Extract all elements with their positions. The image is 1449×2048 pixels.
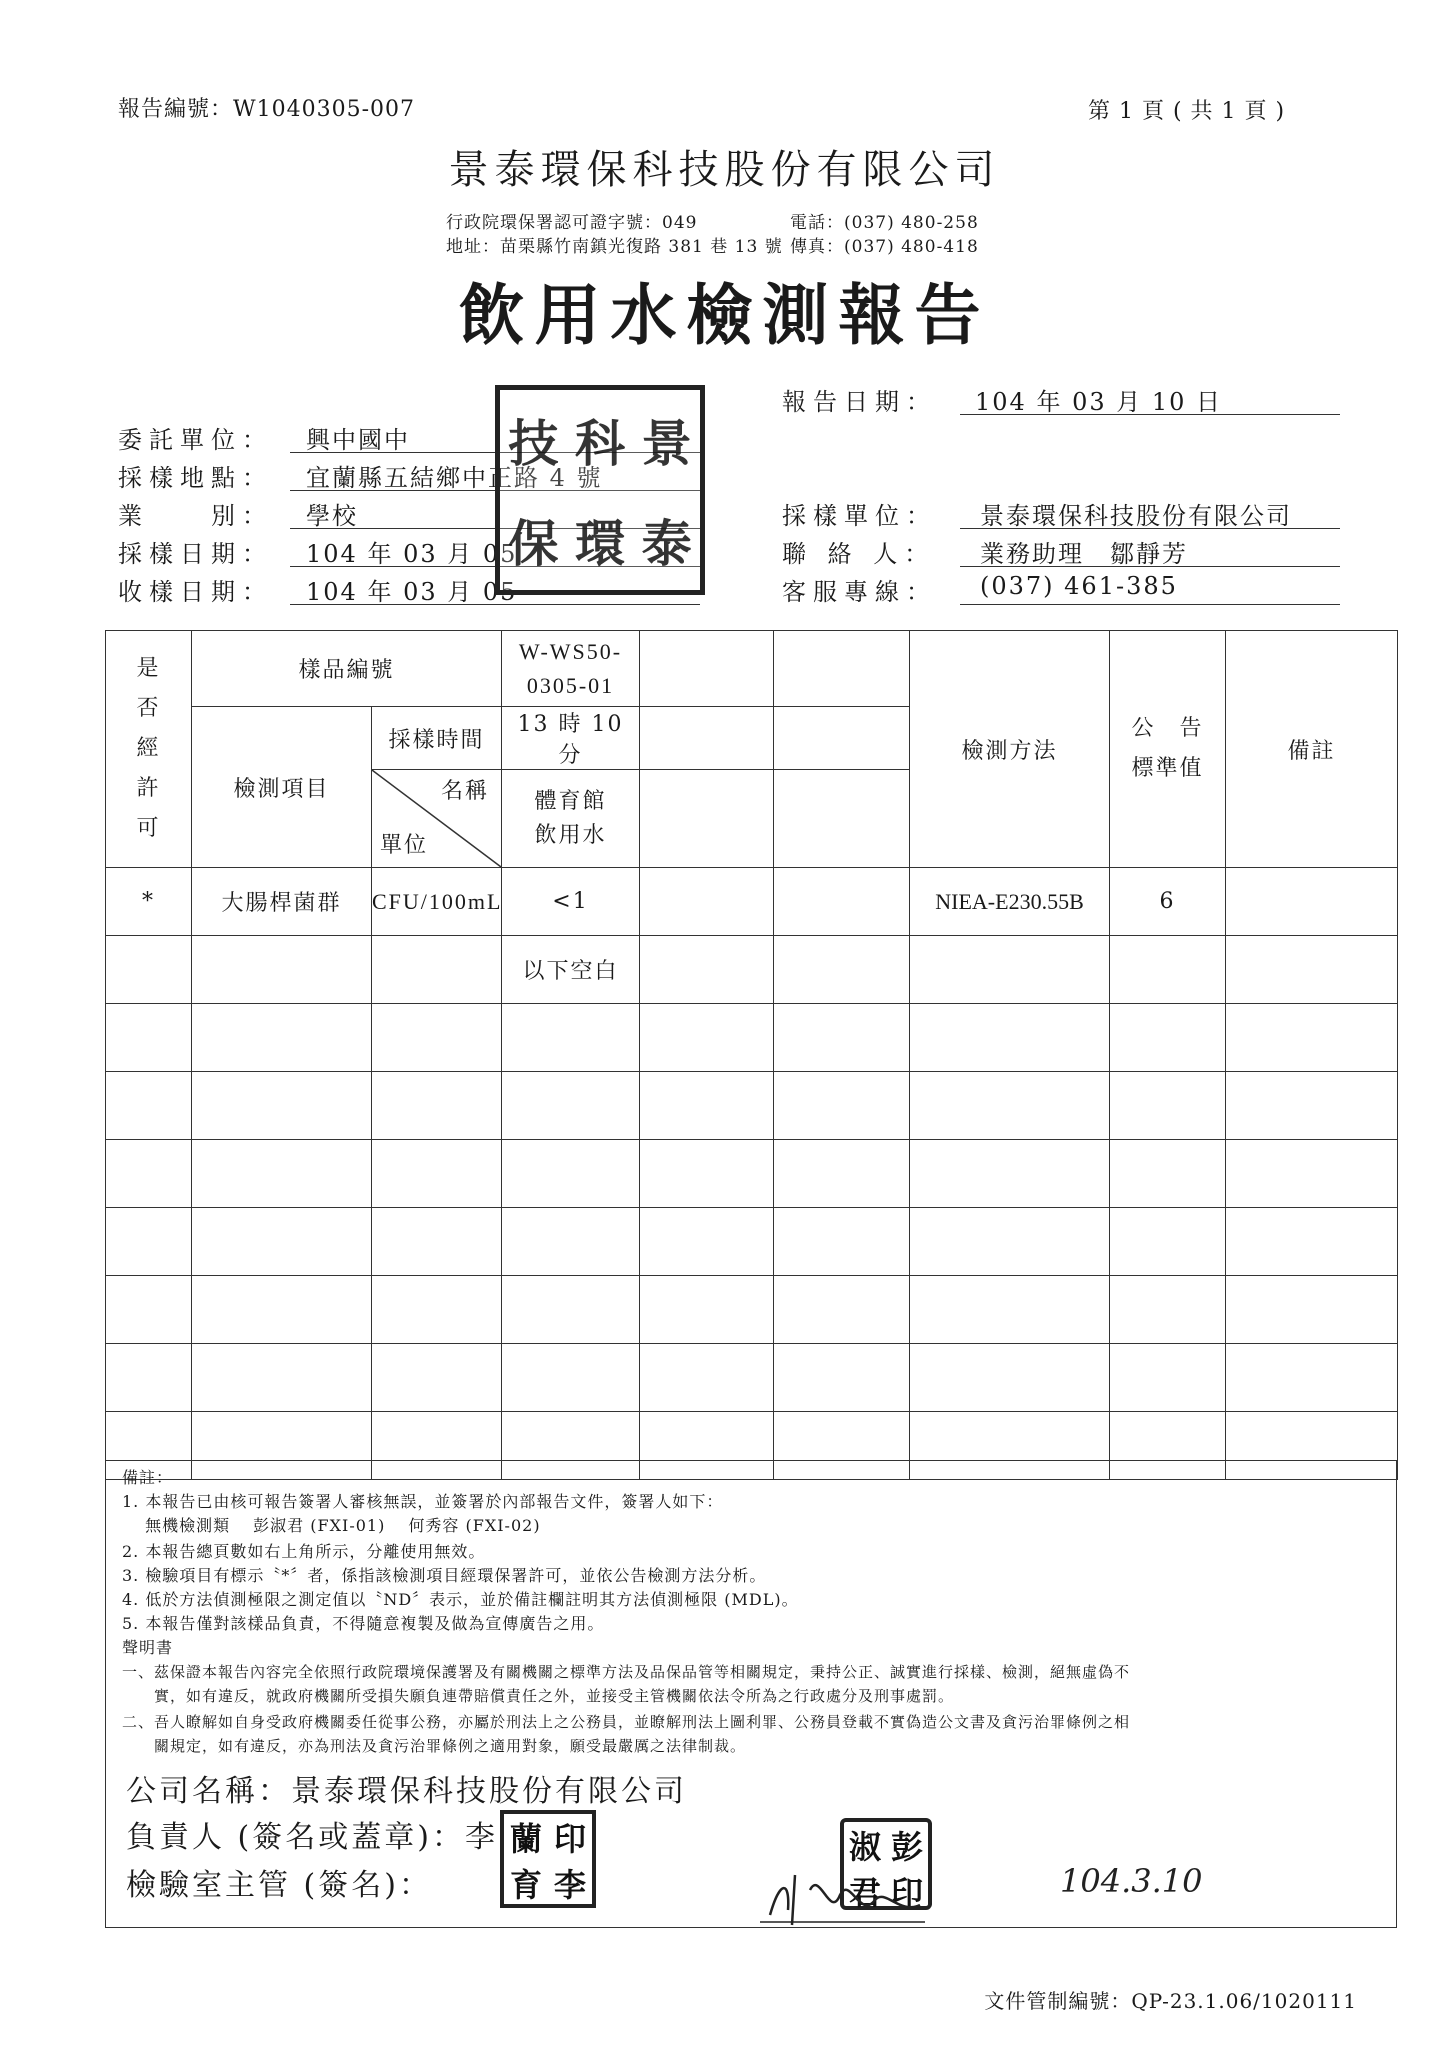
note-line: 5. 本報告僅對該樣品負責，不得隨意複製及做為宣傳廣告之用。	[122, 1614, 605, 1633]
sample-number-header: 樣品編號	[192, 631, 502, 707]
declaration-line: 二、吾人瞭解如自身受政府機關委任從事公務，亦屬於刑法上之公務員，並瞭解刑法上圖利罪、公務員登載不實偽造公文書及貪污治罪條例之相	[122, 1713, 1131, 1731]
report-number: 報告編號：W1040305-007	[118, 97, 416, 122]
handwritten-signature	[760, 1860, 930, 1930]
table-row	[106, 1208, 1398, 1276]
license-number: 行政院環保署認可證字號：049	[446, 213, 698, 233]
remark-header: 備註	[1226, 631, 1398, 868]
stamp-char: 泰	[641, 514, 692, 573]
stamp-char: 景	[641, 414, 692, 473]
page-info: 第 1 頁 ( 共 1 頁 )	[1088, 99, 1286, 124]
stamp-char: 蘭	[509, 1820, 542, 1858]
report-date-label: 報告日期：	[782, 388, 937, 416]
note-line: 無機檢測類 彭淑君 (FXI-01) 何秀容 (FXI-02)	[122, 1516, 541, 1535]
sampling-date-value: 104 年 03 月 05	[306, 540, 518, 568]
notes-heading: 備註：	[122, 1468, 174, 1487]
responsible-person-stamp	[500, 1810, 596, 1908]
note-line: 1. 本報告已由核可報告簽署人審核無誤，並簽署於內部報告文件，簽署人如下：	[122, 1492, 724, 1511]
item-name: 大腸桿菌群	[192, 868, 372, 936]
empty-cell	[774, 631, 910, 707]
signature-company: 公司名稱：景泰環保科技股份有限公司	[126, 1774, 687, 1809]
company-name-title: 景泰環保科技股份有限公司	[448, 147, 1001, 193]
table-row	[106, 1344, 1398, 1412]
stamp-char: 印	[890, 1874, 923, 1912]
empty-cell	[640, 770, 774, 868]
declaration-line: 一、茲保證本報告內容完全依照行政院環境保護署及有關機關之標準方法及品保品管等相關規定，秉持公正、誠實進行採樣、檢測，絕無虛偽不	[122, 1663, 1131, 1681]
client-label: 委託單位：	[118, 426, 273, 454]
company-fax: 傳真：(037) 480-418	[790, 237, 979, 257]
stamp-char: 環	[574, 514, 625, 573]
item-unit: CFU/100mL	[372, 868, 502, 936]
empty-cell	[774, 707, 910, 770]
stamp-char: 彭	[890, 1828, 923, 1866]
report-date-underline	[960, 414, 1340, 415]
company-phone: 電話：(037) 480-258	[790, 213, 979, 233]
report-date-value: 104 年 03 月 10 日	[975, 388, 1223, 416]
business-type-label: 業 別：	[118, 502, 273, 530]
stamp-char: 科	[574, 414, 625, 473]
stamp-char: 印	[553, 1820, 586, 1858]
stamp-char: 李	[553, 1866, 586, 1904]
stamp-char: 育	[509, 1866, 542, 1904]
company-seal-stamp	[495, 385, 705, 595]
hotline-label: 客服專線：	[782, 578, 937, 606]
unit-label: 單位	[380, 833, 429, 858]
declaration-heading: 聲明書	[122, 1638, 174, 1657]
stamp-char: 淑	[848, 1828, 881, 1866]
item-method: NIEA-E230.55B	[910, 868, 1110, 936]
site-value: 宜蘭縣五結鄉中正路 4 號	[306, 464, 603, 492]
note-line: 3. 檢驗項目有標示〝*〞者，係指該檢測項目經環保署許可，並依公告檢測方法分析。	[122, 1566, 767, 1585]
report-title: 飲用水檢測報告	[458, 276, 991, 354]
item-standard: 6	[1110, 868, 1226, 936]
table-row	[106, 1276, 1398, 1344]
permit-mark: *	[106, 868, 192, 936]
table-row	[106, 1140, 1398, 1208]
results-table	[105, 630, 1398, 1480]
hotline-value: (037) 461-385	[980, 572, 1178, 600]
sampling-date-label: 採樣日期：	[118, 540, 273, 568]
sampling-unit-label: 採樣單位：	[782, 502, 937, 530]
notes-box	[105, 1460, 1397, 1928]
stamp-char: 君	[848, 1874, 881, 1912]
sampling-unit-underline	[960, 528, 1340, 529]
document-control-number: 文件管制編號：QP-23.1.06/1020111	[984, 1989, 1357, 2013]
note-line: 2. 本報告總頁數如右上角所示，分離使用無效。	[122, 1542, 486, 1561]
table-row	[106, 868, 1398, 936]
permit-header: 是否經許可	[106, 631, 192, 868]
table-row	[106, 936, 1398, 1004]
handwritten-date: 104.3.10	[1060, 1862, 1203, 1900]
table-row	[106, 1072, 1398, 1140]
empty-cell	[774, 770, 910, 868]
empty-cell	[774, 868, 910, 936]
site-label: 採樣地點：	[118, 464, 273, 492]
empty-cell	[640, 707, 774, 770]
signature-lab-supervisor: 檢驗室主管 (簽名)：	[126, 1868, 432, 1903]
standard-header: 公 告標準值	[1110, 631, 1226, 868]
sample-number-value: W-WS50-0305-01	[502, 631, 640, 707]
signature-responsible: 負責人 (簽名或蓋章)：李	[126, 1820, 498, 1855]
item-remark	[1226, 868, 1398, 936]
sampling-unit-value: 景泰環保科技股份有限公司	[980, 502, 1292, 530]
contact-value: 業務助理 鄒靜芳	[980, 540, 1188, 568]
business-type-value: 學校	[306, 502, 358, 530]
name-label: 名稱	[441, 779, 490, 804]
stamp-char: 保	[508, 514, 559, 573]
hotline-underline	[960, 604, 1340, 605]
sample-name-value: 體育館飲用水	[502, 770, 640, 868]
sample-time-value: 13 時 10 分	[502, 707, 640, 770]
company-address: 地址：苗栗縣竹南鎮光復路 381 巷 13 號	[446, 237, 783, 257]
note-line: 4. 低於方法偵測極限之測定值以〝ND〞表示，並於備註欄註明其方法偵測極限 (MDL)。	[122, 1590, 799, 1609]
receive-date-value: 104 年 03 月 05	[306, 578, 518, 606]
empty-cell	[640, 868, 774, 936]
name-unit-diagonal-header	[372, 770, 502, 868]
declaration-line: 實，如有違反，就政府機關所受損失願負連帶賠償責任之外，並接受主管機關依法令所為之行政處分及刑事處罰。	[122, 1687, 955, 1705]
stamp-char: 技	[508, 414, 559, 473]
table-row	[106, 1004, 1398, 1072]
contact-underline	[960, 566, 1340, 567]
blank-marker: 以下空白	[502, 936, 640, 1004]
client-value: 興中國中	[306, 426, 410, 454]
sample-time-header: 採樣時間	[372, 707, 502, 770]
item-header: 檢測項目	[192, 707, 372, 868]
contact-label: 聯 絡 人：	[782, 540, 936, 568]
empty-cell	[640, 631, 774, 707]
item-value: <1	[502, 868, 640, 936]
method-header: 檢測方法	[910, 631, 1110, 868]
declaration-line: 關規定，如有違反，亦為刑法及貪污治罪條例之適用對象，願受最嚴厲之法律制裁。	[122, 1737, 747, 1755]
receive-date-label: 收樣日期：	[118, 578, 273, 606]
receive-date-underline	[290, 604, 700, 605]
